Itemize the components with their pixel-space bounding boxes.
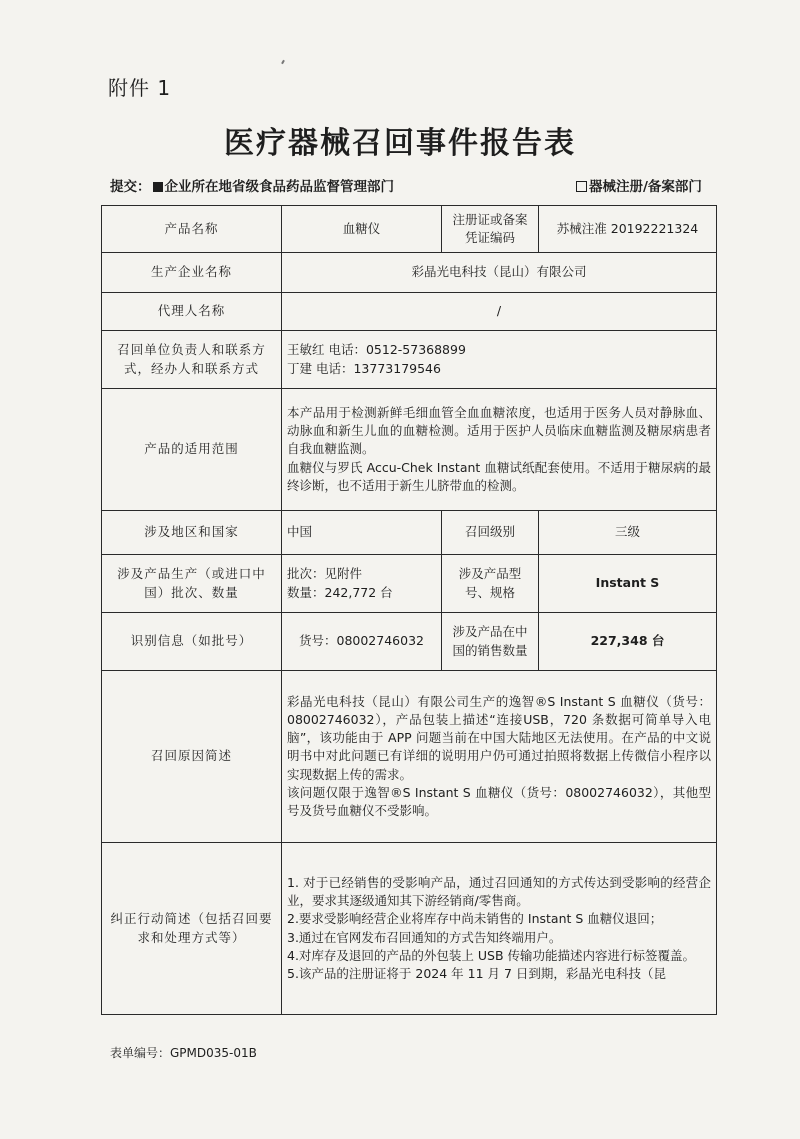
action-item-2: 2.要求受影响经营企业将库存中尚未销售的 Instant S 血糖仪退回； [287, 911, 663, 927]
reason-paragraph-1: 彩晶光电科技（昆山）有限公司生产的逸智®S Instant S 血糖仪（货号：08002746032），产品包装上描述“连接USB，720 条数据可简单导入电脑”，该功能由于 APP 问题当前在中国大陆地区无法使用。在产品的中文说明书中对此问题已有详细的说明用户仍可通过拍照将数据上传微信小程序以实现数据上传的需求。 [287, 694, 711, 782]
id-value: 货号：08002746032 [282, 613, 442, 671]
manufacturer-label: 生产企业名称 [102, 253, 282, 293]
reason-value [282, 671, 717, 843]
unchecked-box-icon [576, 181, 587, 192]
row-agent [102, 293, 717, 331]
submit-enterprise-option [110, 175, 394, 195]
scope-value [282, 389, 717, 511]
model-label: 涉及产品型号、规格 [442, 555, 539, 613]
row-product-name [102, 206, 717, 253]
submit-prefix: 提交： [110, 179, 151, 195]
row-region [102, 511, 717, 555]
contact-line-1: 王敏红 电话：0512-57368899 [287, 342, 466, 358]
submit-registration-option [574, 175, 702, 195]
row-identification [102, 613, 717, 671]
action-item-1: 1. 对于已经销售的受影响产品，通过召回通知的方式传达到受影响的经营企业，要求其逐级通知其下游经销商/零售商。 [287, 875, 711, 909]
sales-value: 227,348 台 [539, 613, 717, 671]
product-name-value: 血糖仪 [282, 206, 442, 253]
registration-no-label: 注册证或备案凭证编码 [442, 206, 539, 253]
row-batch [102, 555, 717, 613]
action-value [282, 843, 717, 1015]
agent-value: / [282, 293, 717, 331]
action-item-4: 4.对库存及退回的产品的外包装上 USB 传输功能描述内容进行标签覆盖。 [287, 947, 696, 963]
batch-line-2: 数量：242,772 台 [287, 584, 393, 600]
contact-line-2: 丁建 电话：13773179546 [287, 360, 441, 376]
model-value: Instant S [539, 555, 717, 613]
page-title: 医疗器械召回事件报告表 [224, 126, 576, 161]
batch-value [282, 555, 442, 613]
annex-label: 附件 1 [108, 76, 172, 100]
scan-speck [281, 60, 285, 64]
scope-paragraph-2: 血糖仪与罗氏 Accu-Chek Instant 血糖试纸配套使用。不适用于糖尿病的最终诊断，也不适用于新生儿脐带血的检测。 [287, 459, 711, 493]
action-item-5: 5.该产品的注册证将于 2024 年 11 月 7 日到期，彩晶光电科技（昆 [287, 965, 666, 981]
action-label: 纠正行动简述（包括召回要求和处理方式等） [102, 843, 282, 1015]
row-action [102, 843, 717, 1015]
checked-box-icon [153, 182, 163, 192]
region-label: 涉及地区和国家 [102, 511, 282, 555]
action-item-3: 3.通过在官网发布召回通知的方式告知终端用户。 [287, 929, 562, 945]
product-name-label: 产品名称 [102, 206, 282, 253]
reason-label: 召回原因简述 [102, 671, 282, 843]
row-reason [102, 671, 717, 843]
submit-enterprise-label: 企业所在地省级食品药品监督管理部门 [164, 179, 394, 195]
submit-registration-label: 器械注册/备案部门 [589, 179, 702, 195]
registration-no-value: 苏械注准 20192221324 [539, 206, 717, 253]
region-value: 中国 [282, 511, 442, 555]
recall-level-label: 召回级别 [442, 511, 539, 555]
contact-label: 召回单位负责人和联系方式，经办人和联系方式 [102, 331, 282, 389]
manufacturer-value: 彩晶光电科技（昆山）有限公司 [282, 253, 717, 293]
row-scope [102, 389, 717, 511]
sales-label: 涉及产品在中国的销售数量 [442, 613, 539, 671]
row-contact [102, 331, 717, 389]
row-manufacturer [102, 253, 717, 293]
form-number: 表单编号：GPMD035-01B [110, 1046, 257, 1060]
batch-label: 涉及产品生产（或进口中国）批次、数量 [102, 555, 282, 613]
reason-paragraph-2: 该问题仅限于逸智®S Instant S 血糖仪（货号：08002746032），其他型号及货号血糖仪不受影响。 [287, 784, 711, 818]
id-label: 识别信息（如批号） [102, 613, 282, 671]
contact-value [282, 331, 717, 389]
scope-paragraph-1: 本产品用于检测新鲜毛细血管全血血糖浓度，也适用于医务人员对静脉血、动脉血和新生儿血的血糖检测。适用于医护人员临床血糖监测及糖尿病患者自我血糖监测。 [287, 405, 711, 457]
recall-level-value: 三级 [539, 511, 717, 555]
agent-label: 代理人名称 [102, 293, 282, 331]
recall-report-table [101, 205, 717, 1015]
batch-line-1: 批次：见附件 [287, 566, 363, 582]
scope-label: 产品的适用范围 [102, 389, 282, 511]
